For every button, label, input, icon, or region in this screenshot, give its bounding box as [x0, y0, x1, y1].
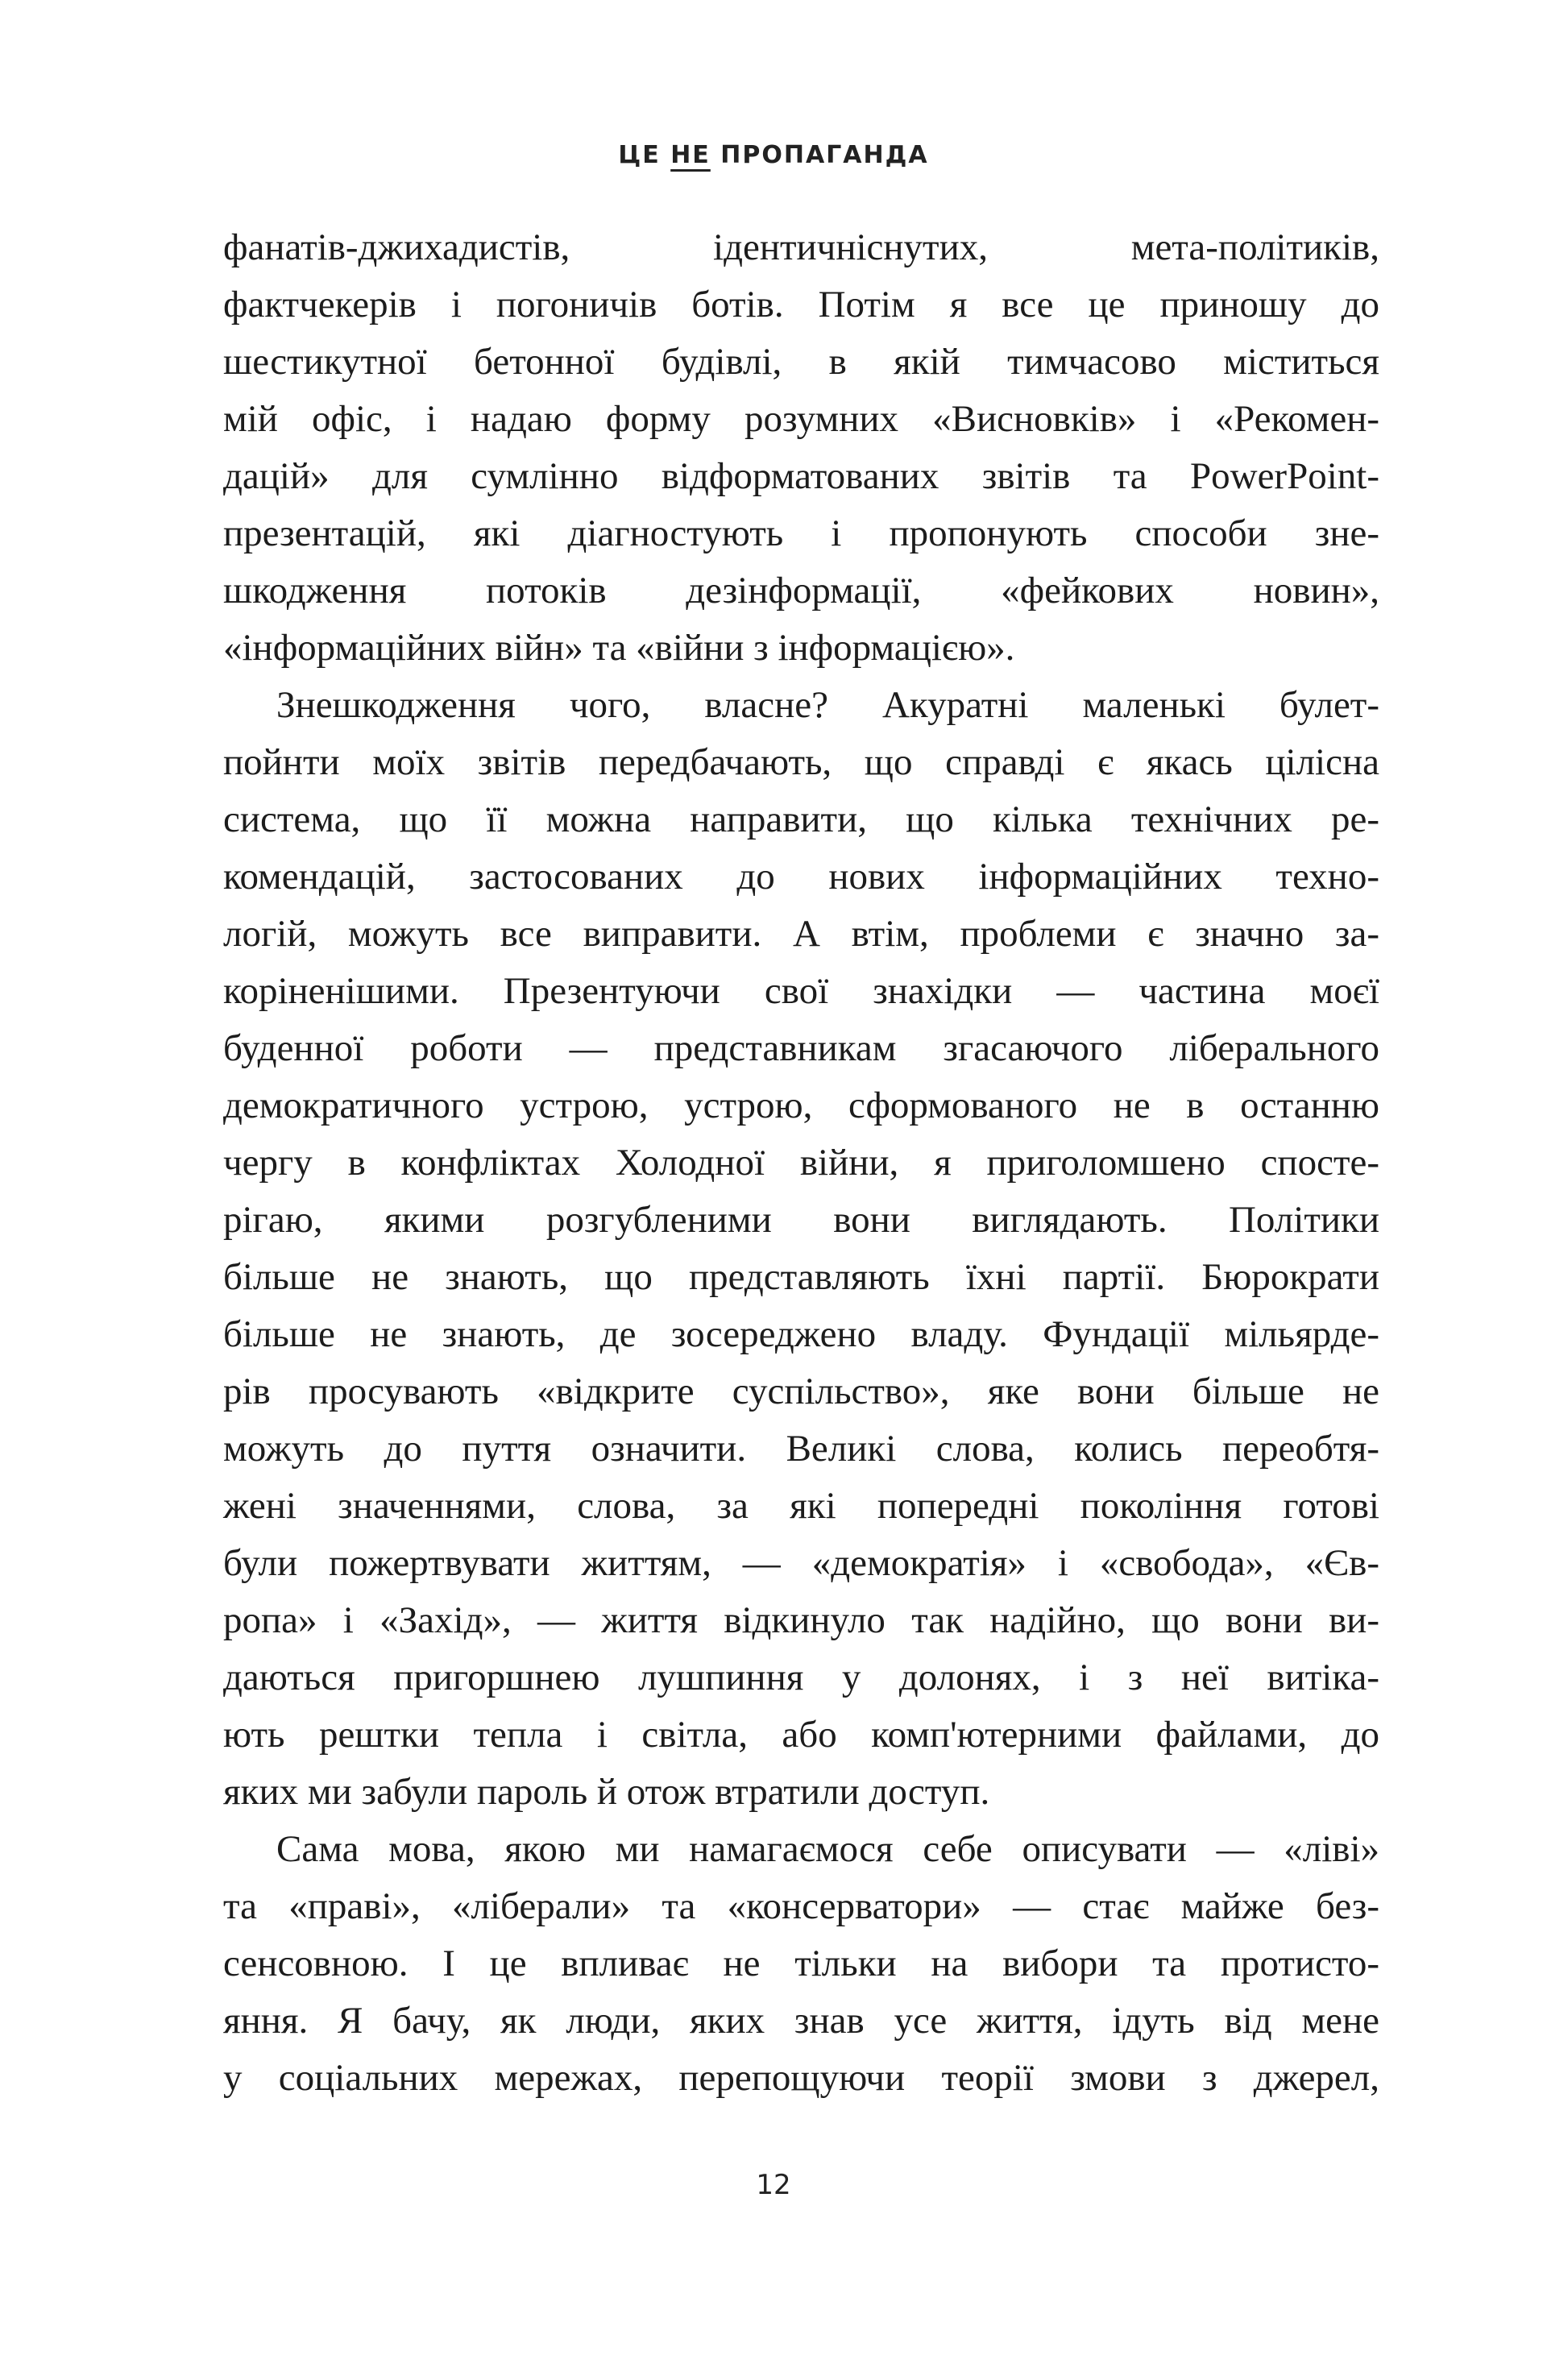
header-word-1: ЦЕ [618, 141, 661, 169]
text-line-content: більше не знають, де зосереджено владу. Фундації мільярде- [223, 1313, 1379, 1355]
text-line [223, 1134, 1379, 1192]
text-line [223, 562, 1379, 620]
text-line [223, 2050, 1379, 2107]
text-line [223, 505, 1379, 562]
text-line [223, 1535, 1379, 1592]
text-line-content: логій, можуть все виправити. А втім, проблеми є значно за- [223, 913, 1379, 955]
text-line-content: комендацій, застосованих до нових інформаційних техно- [223, 856, 1379, 898]
text-line-content: пойнти моїх звітів передбачають, що справді є якась цілісна [223, 741, 1379, 783]
text-line [223, 276, 1379, 334]
text-line [223, 620, 1379, 677]
text-line [223, 219, 1379, 276]
text-line-content: та «праві», «ліберали» та «консерватори» — стає майже без- [223, 1885, 1379, 1927]
text-line-content: ропа» і «Захід», — життя відкинуло так надійно, що вони ви- [223, 1599, 1379, 1641]
text-line-content: фанатів-джихадистів, ідентичніснутих, мета-політиків, [223, 226, 1379, 268]
text-line [223, 1363, 1379, 1420]
text-line-content: сенсовною. І це впливає не тільки на вибори та протисто- [223, 1943, 1379, 1984]
text-line [223, 734, 1379, 791]
text-line [223, 1478, 1379, 1535]
text-line [223, 963, 1379, 1020]
text-line [223, 1420, 1379, 1478]
text-line-content: буденної роботи — представникам згасаючого ліберального [223, 1027, 1379, 1069]
text-line [223, 391, 1379, 448]
text-line-content: рігаю, якими розгубленими вони виглядають. Політики [223, 1199, 1379, 1241]
text-line-content: фактчекерів і погоничів ботів. Потім я все це приношу до [223, 284, 1379, 325]
text-line [223, 677, 1379, 734]
text-line-content: жені значеннями, слова, за які попередні покоління готові [223, 1485, 1379, 1527]
text-line [223, 448, 1379, 505]
text-line-content: «інформаційних війн» та «війни з інформацією». [223, 627, 1015, 669]
text-line-content: система, що її можна направити, що кілька технічних ре- [223, 798, 1379, 840]
page-number: 12 [756, 2169, 791, 2201]
text-line [223, 1249, 1379, 1306]
text-line [223, 1077, 1379, 1134]
text-line [223, 1192, 1379, 1249]
text-line-content: більше не знають, що представляють їхні партії. Бюрократи [223, 1256, 1379, 1298]
text-line [223, 1992, 1379, 2050]
text-line [223, 1592, 1379, 1649]
text-line [223, 1649, 1379, 1706]
text-line-content: шкодження потоків дезінформації, «фейкових новин», [223, 570, 1379, 612]
text-line [223, 906, 1379, 963]
text-line [223, 1935, 1379, 1992]
text-line-content: коріненішими. Презентуючи свої знахідки — частина моєї [223, 970, 1379, 1012]
text-line [223, 1020, 1379, 1077]
text-line [223, 1306, 1379, 1363]
text-line [223, 1764, 1379, 1821]
text-line [223, 1878, 1379, 1935]
text-line-content: Знешкодження чого, власне? Акуратні маленькі булет- [276, 684, 1379, 726]
text-line [223, 334, 1379, 391]
text-line-content: у соціальних мережах, перепощуючи теорії змови з джерел, [223, 2057, 1379, 2099]
text-line-content: можуть до пуття означити. Великі слова, колись переобтя- [223, 1428, 1379, 1470]
text-line-content: мій офіс, і надаю форму розумних «Висновків» і «Рекомен- [223, 398, 1379, 440]
text-line-content: чергу в конфліктах Холодної війни, я приголомшено споcте- [223, 1142, 1379, 1184]
text-line [223, 1706, 1379, 1764]
text-line-content: демократичного устрою, устрою, сформованого не в останню [223, 1084, 1379, 1126]
text-line-content: даються пригоршнею лушпиння у долонях, і з неї витіка- [223, 1656, 1379, 1698]
text-line [223, 848, 1379, 906]
text-line-content: шестикутної бетонної будівлі, в якій тимчасово міститься [223, 341, 1379, 383]
text-line [223, 791, 1379, 848]
text-line-content: були пожертвувати життям, — «демократія» і «свобода», «Єв- [223, 1542, 1379, 1584]
text-line-content: яких ми забули пароль й отож втратили доступ. [223, 1771, 990, 1813]
running-header [0, 141, 1547, 169]
header-word-3: ПРОПАГАНДА [720, 141, 929, 169]
header-word-2-underlined: НЕ [670, 141, 711, 169]
text-line-content: Сама мова, якою ми намагаємося себе описувати — «ліві» [276, 1828, 1379, 1870]
text-line-content: дацій» для сумлінно відформатованих звітів та PowerPoint- [223, 455, 1379, 497]
text-line-content: яння. Я бачу, як люди, яких знав усе життя, ідуть від мене [223, 2000, 1379, 2042]
text-line-content: рів просувають «відкрите суспільство», яке вони більше не [223, 1370, 1379, 1412]
body-text [223, 219, 1379, 2107]
text-line-content: презентацій, які діагностують і пропонують способи зне- [223, 512, 1379, 554]
text-line [223, 1821, 1379, 1878]
text-line-content: ють рештки тепла і світла, або комп'ютерними файлами, до [223, 1714, 1379, 1756]
